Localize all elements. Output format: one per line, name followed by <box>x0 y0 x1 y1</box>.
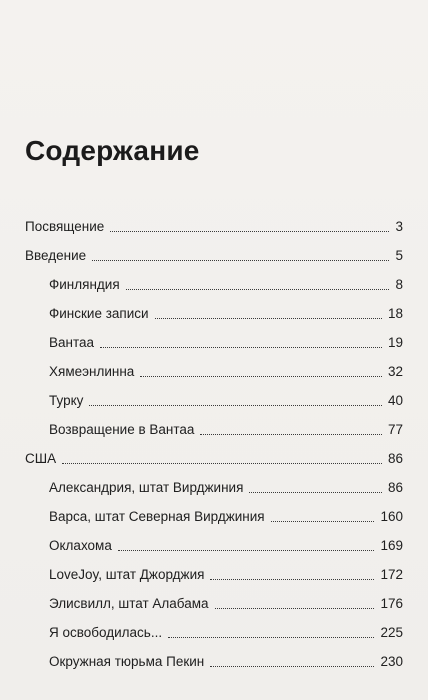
dot-leader <box>210 579 374 580</box>
toc-entry-label: Оклахома <box>49 538 112 553</box>
toc-entry-pekin-county-jail[interactable] <box>49 647 403 671</box>
toc-entry-label: Вантаа <box>49 335 95 350</box>
toc-entry-aliceville[interactable] <box>49 589 403 613</box>
dot-leader <box>110 231 389 232</box>
toc-entry-page: 225 <box>380 625 403 640</box>
toc-entry-page: 77 <box>387 422 403 437</box>
toc-entry-page: 8 <box>395 277 403 292</box>
toc-entry-dedication[interactable] <box>25 212 403 236</box>
toc-entry-label: Введение <box>25 248 87 263</box>
toc-entry-page: 169 <box>380 538 403 553</box>
toc-entry-hameenlinna[interactable] <box>49 357 403 381</box>
dot-leader <box>271 521 375 522</box>
dot-leader <box>92 260 389 261</box>
toc-entry-return-to-vantaa[interactable] <box>49 415 403 439</box>
toc-entry-alexandria[interactable] <box>49 473 403 497</box>
toc-entry-label: США <box>25 451 57 466</box>
toc-entry-usa[interactable] <box>25 444 403 468</box>
dot-leader <box>168 637 374 638</box>
dot-leader <box>126 289 390 290</box>
dot-leader <box>215 608 375 609</box>
toc-entry-oklahoma[interactable] <box>49 531 403 555</box>
toc-entry-page: 230 <box>380 654 403 669</box>
toc-entry-page: 19 <box>387 335 403 350</box>
dot-leader <box>100 347 382 348</box>
toc-entry-i-was-released[interactable] <box>49 618 403 642</box>
dot-leader <box>118 550 375 551</box>
toc-entry-label: Я освободилась... <box>49 625 163 640</box>
toc-entry-page: 86 <box>387 480 403 495</box>
toc-entry-vantaa[interactable] <box>49 328 403 352</box>
toc-entry-introduction[interactable] <box>25 241 403 265</box>
toc-entry-label: Финляндия <box>49 277 120 292</box>
toc-entry-label: Финские записи <box>49 306 149 321</box>
toc-entry-page: 3 <box>395 219 403 234</box>
toc-entry-lovejoy[interactable] <box>49 560 403 584</box>
page-title: Содержание <box>25 135 200 166</box>
dot-leader <box>200 434 382 435</box>
toc-entry-page: 172 <box>380 567 403 582</box>
toc-entry-page: 86 <box>387 451 403 466</box>
dot-leader <box>155 318 382 319</box>
toc-entry-label: Посвящение <box>25 219 105 234</box>
dot-leader <box>140 376 382 377</box>
toc-entry-label: Александрия, штат Вирджиния <box>49 480 244 495</box>
toc-entry-page: 18 <box>387 306 403 321</box>
toc-entry-label: Хямеэнлинна <box>49 364 135 379</box>
toc-entry-label: Окружная тюрьма Пекин <box>49 654 205 669</box>
toc-entry-label: Возвращение в Вантаа <box>49 422 195 437</box>
toc-entry-label: LoveJoy, штат Джорджия <box>49 567 205 582</box>
dot-leader <box>249 492 382 493</box>
toc-entry-turku[interactable] <box>49 386 403 410</box>
toc-entry-finland[interactable] <box>49 270 403 294</box>
toc-entry-label: Турку <box>49 393 84 408</box>
toc-entry-page: 176 <box>380 596 403 611</box>
toc-entry-page: 160 <box>380 509 403 524</box>
dot-leader <box>62 463 382 464</box>
toc-entry-finnish-notes[interactable] <box>49 299 403 323</box>
toc-entry-varsa[interactable] <box>49 502 403 526</box>
toc-entry-page: 40 <box>387 393 403 408</box>
dot-leader <box>89 405 382 406</box>
toc-entry-page: 5 <box>395 248 403 263</box>
dot-leader <box>210 666 374 667</box>
toc-entry-label: Элисвилл, штат Алабама <box>49 596 209 611</box>
toc-entry-page: 32 <box>387 364 403 379</box>
toc-entry-label: Варса, штат Северная Вирджиния <box>49 509 265 524</box>
